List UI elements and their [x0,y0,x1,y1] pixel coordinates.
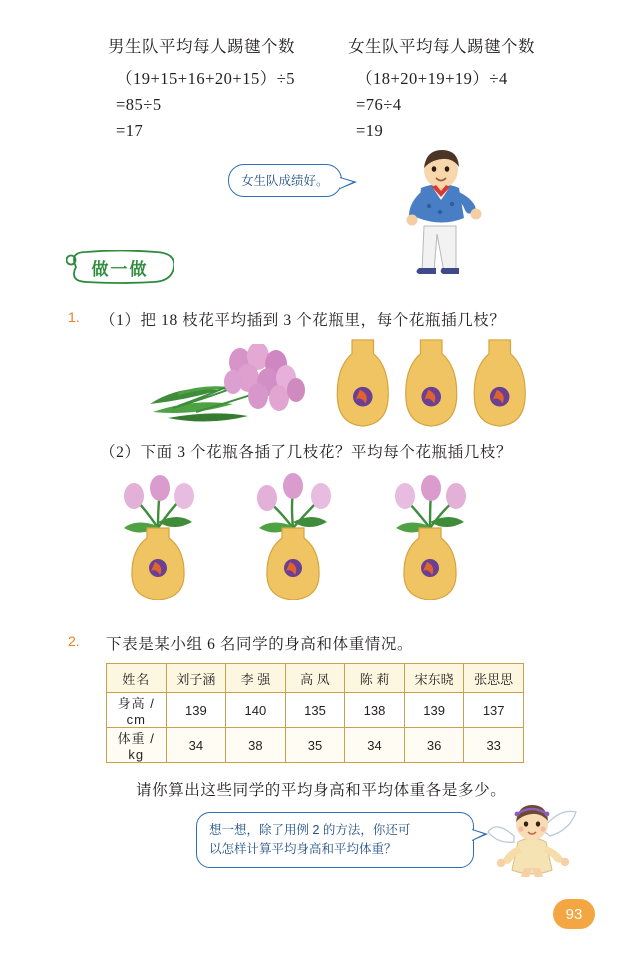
table-row-weights [107,728,524,763]
name-cell-2: 李 强 [226,664,286,693]
name-cell-6: 张思思 [464,664,524,693]
name-cell-4: 陈 莉 [345,664,405,693]
student-data-table-wrap [106,663,524,763]
exercise-1-number: 1. [68,309,80,325]
weight-cell-4: 34 [345,728,405,763]
do-it-label: 做一做 [91,259,149,279]
three-vases-with-tulips-illustration [100,470,530,600]
worked-examples [0,34,625,144]
exercise-1-part-2: （2）下面 3 个花瓶各插了几枝花？平均每个花瓶插几枝？ [100,444,513,461]
height-cell-2: 140 [226,693,286,728]
weight-cell-2: 38 [226,728,286,763]
example-girls [348,34,598,144]
row-header-weight: 体重 / kg [107,728,167,763]
weight-cell-5: 36 [404,728,464,763]
example-girls-title: 女生队平均每人踢毽个数 [348,37,535,56]
name-cell-1: 刘子涵 [166,664,226,693]
exercise-2-prompt: 下表是某小组 6 名同学的身高和体重情况。 [106,636,414,653]
row-header-height: 身高 / cm [107,693,167,728]
example-boys-line-1: （19+15+16+20+15）÷5 [116,69,296,88]
weight-cell-6: 33 [464,728,524,763]
example-girls-line-1: （18+20+19+19）÷4 [356,69,508,88]
exercise-2-question: 请你算出这些同学的平均身高和平均体重各是多少。 [136,782,507,799]
height-cell-5: 139 [404,693,464,728]
angel-speech-bubble [196,812,474,868]
do-it-section-header [66,250,174,284]
angel-speech-line-2: 以怎样计算平均身高和平均体重？ [209,842,397,856]
tulip-bouquet-illustration [148,344,308,424]
example-boys-line-2: =85÷5 [116,95,162,114]
example-boys-title: 男生队平均每人踢毽个数 [108,37,295,56]
height-cell-6: 137 [464,693,524,728]
exercise-1-part-1: （1）把 18 枝花平均插到 3 个花瓶里，每个花瓶插几枝？ [100,312,506,329]
weight-cell-3: 35 [285,728,345,763]
example-boys-line-3: =17 [116,121,144,140]
example-girls-line-2: =76÷4 [356,95,402,114]
boy-character-illustration [388,148,498,278]
example-boys [108,34,348,144]
height-cell-3: 135 [285,693,345,728]
angel-character-illustration [484,800,580,878]
height-cell-1: 139 [166,693,226,728]
student-data-table [106,663,524,763]
angel-speech-line-1: 想一想，除了用例 2 的方法，你还可 [209,823,411,837]
exercise-2-number: 2. [68,633,80,649]
name-cell-3: 高 凤 [285,664,345,693]
page-number-badge: 93 [553,899,595,929]
name-cell-5: 宋东晓 [404,664,464,693]
height-cell-4: 138 [345,693,405,728]
table-row-heights [107,693,524,728]
weight-cell-1: 34 [166,728,226,763]
example-girls-line-3: =19 [356,121,384,140]
boy-speech-bubble: 女生队成绩好。 [228,164,342,197]
table-row-names [107,664,524,693]
row-header-name: 姓名 [107,664,167,693]
three-empty-vases-illustration [332,338,552,428]
